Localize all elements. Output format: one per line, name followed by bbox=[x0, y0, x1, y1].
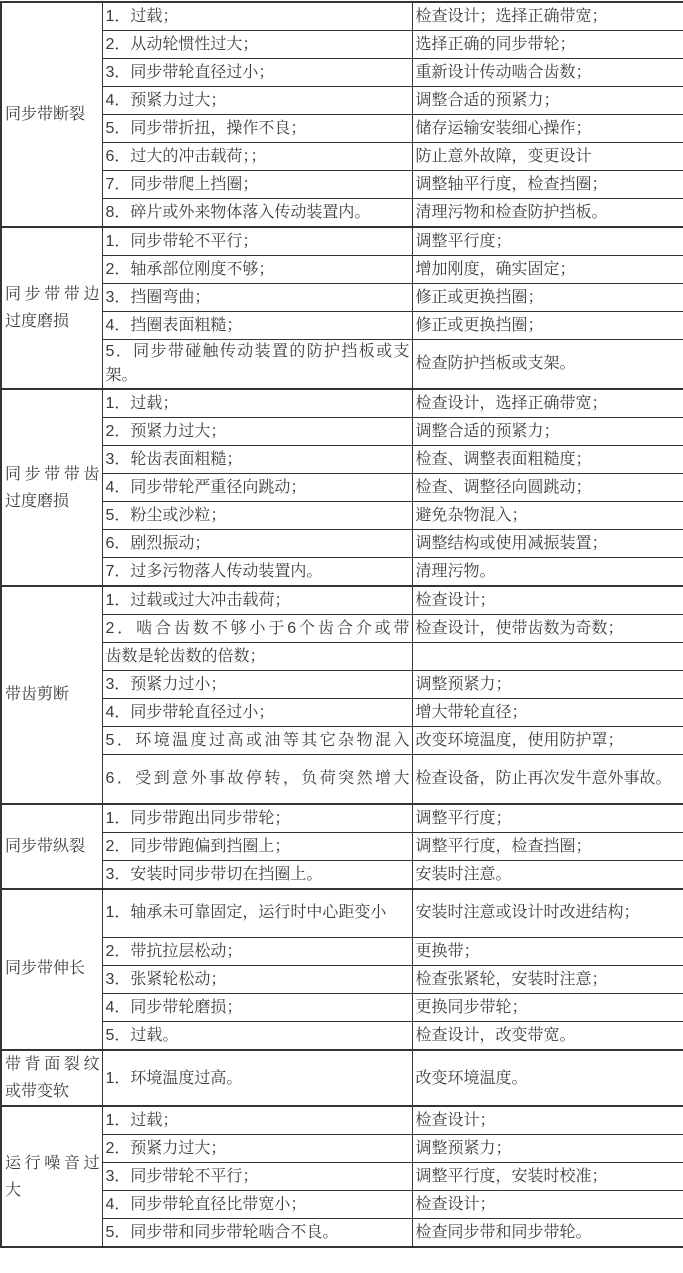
table-row bbox=[1, 804, 683, 833]
table-row bbox=[1, 340, 683, 390]
cause-cell: 1．过载； bbox=[102, 1106, 412, 1135]
remedy-cell: 检查设计，选择正确带宽； bbox=[412, 389, 683, 418]
table-row bbox=[1, 530, 683, 558]
table-row bbox=[1, 2, 683, 31]
fault-mode-cell: 运行噪音过大 bbox=[1, 1106, 102, 1247]
cause-cell: 2．同步带跑偏到挡圈上； bbox=[102, 832, 412, 860]
remedy-cell: 检查设计； bbox=[412, 1106, 683, 1135]
remedy-cell: 调整平行度，检查挡圈； bbox=[412, 832, 683, 860]
cause-cell: 2．啮合齿数不够小于6个齿合介或带 bbox=[102, 615, 412, 643]
table-row bbox=[1, 31, 683, 59]
table-row bbox=[1, 558, 683, 587]
remedy-cell bbox=[412, 643, 683, 671]
cause-cell: 1．环境温度过高。 bbox=[102, 1050, 412, 1106]
remedy-cell: 检查同步带和同步带轮。 bbox=[412, 1219, 683, 1248]
table-row bbox=[1, 938, 683, 966]
cause-cell: 5．同步带和同步带轮啮合不良。 bbox=[102, 1219, 412, 1248]
remedy-cell: 调整合适的预紧力； bbox=[412, 418, 683, 446]
cause-cell: 1．轴承未可靠固定，运行时中心距变小 bbox=[102, 889, 412, 938]
cause-cell: 1．同步带跑出同步带轮； bbox=[102, 804, 412, 833]
cause-cell: 3．同步带轮不平行； bbox=[102, 1163, 412, 1191]
cause-cell: 5．粉尘或沙粒； bbox=[102, 502, 412, 530]
cause-cell: 4．同步带轮磨损； bbox=[102, 994, 412, 1022]
remedy-cell: 调整平行度； bbox=[412, 804, 683, 833]
remedy-cell: 储存运输安装细心操作； bbox=[412, 115, 683, 143]
remedy-cell: 检查张紧轮，安装时注意； bbox=[412, 966, 683, 994]
table-row bbox=[1, 586, 683, 615]
table-row bbox=[1, 699, 683, 727]
table-row bbox=[1, 227, 683, 256]
remedy-cell: 检查防护挡板或支架。 bbox=[412, 340, 683, 390]
remedy-cell: 清理污物和检查防护挡板。 bbox=[412, 199, 683, 228]
cause-cell: 7．过多污物落人传动装置内。 bbox=[102, 558, 412, 587]
table-row bbox=[1, 1219, 683, 1248]
remedy-cell: 调整结构或使用减振装置； bbox=[412, 530, 683, 558]
table-row bbox=[1, 643, 683, 671]
table-row bbox=[1, 502, 683, 530]
remedy-cell: 安装时注意或设计时改进结构； bbox=[412, 889, 683, 938]
cause-cell: 2．从动轮惯性过大； bbox=[102, 31, 412, 59]
belt-fault-table bbox=[0, 1, 683, 1248]
table-row bbox=[1, 994, 683, 1022]
table-row bbox=[1, 284, 683, 312]
remedy-cell: 防止意外故障，变更设计 bbox=[412, 143, 683, 171]
remedy-cell: 修正或更换挡圈； bbox=[412, 284, 683, 312]
table-row bbox=[1, 87, 683, 115]
cause-cell: 3．安装时同步带切在挡圈上。 bbox=[102, 860, 412, 889]
cause-cell: 3．预紧力过小； bbox=[102, 671, 412, 699]
table-row bbox=[1, 115, 683, 143]
cause-cell: 4．同步带轮直径过小； bbox=[102, 699, 412, 727]
table-row bbox=[1, 1022, 683, 1051]
cause-cell: 1．过载； bbox=[102, 389, 412, 418]
cause-cell: 5．环境温度过高或油等其它杂物混入 bbox=[102, 727, 412, 755]
remedy-cell: 改变环境温度，使用防护罩； bbox=[412, 727, 683, 755]
table-row bbox=[1, 59, 683, 87]
table-row bbox=[1, 615, 683, 643]
remedy-cell: 检查设计；选择正确带宽； bbox=[412, 2, 683, 31]
cause-cell: 齿数是轮齿数的倍数； bbox=[102, 643, 412, 671]
cause-cell: 1．过载或过大冲击载荷； bbox=[102, 586, 412, 615]
fault-mode-cell: 同步带带齿过度磨损 bbox=[1, 389, 102, 586]
table-row bbox=[1, 1106, 683, 1135]
table-row bbox=[1, 446, 683, 474]
remedy-cell: 调整预紧力； bbox=[412, 671, 683, 699]
cause-cell: 1．过载； bbox=[102, 2, 412, 31]
cause-cell: 3．轮齿表面粗糙； bbox=[102, 446, 412, 474]
cause-cell: 6．过大的冲击载荷；； bbox=[102, 143, 412, 171]
cause-cell: 2．带抗拉层松动； bbox=[102, 938, 412, 966]
fault-mode-cell: 同步带伸长 bbox=[1, 889, 102, 1051]
remedy-cell: 调整预紧力； bbox=[412, 1135, 683, 1163]
remedy-cell: 调整平行度，安装时校准； bbox=[412, 1163, 683, 1191]
remedy-cell: 调整平行度； bbox=[412, 227, 683, 256]
cause-cell: 1．同步带轮不平行； bbox=[102, 227, 412, 256]
fault-mode-cell: 同步带带边过度磨损 bbox=[1, 227, 102, 389]
remedy-cell: 避免杂物混入； bbox=[412, 502, 683, 530]
cause-cell: 2．轴承部位刚度不够； bbox=[102, 256, 412, 284]
table-row bbox=[1, 832, 683, 860]
remedy-cell: 检查、调整表面粗糙度； bbox=[412, 446, 683, 474]
cause-cell: 4．挡圈表面粗糙； bbox=[102, 312, 412, 340]
remedy-cell: 检查设计； bbox=[412, 1191, 683, 1219]
table-row bbox=[1, 256, 683, 284]
remedy-cell: 清理污物。 bbox=[412, 558, 683, 587]
table-row bbox=[1, 727, 683, 755]
cause-cell: 6．受到意外事故停转，负荷突然增大 bbox=[102, 755, 412, 804]
remedy-cell: 更换同步带轮； bbox=[412, 994, 683, 1022]
remedy-cell: 检查设计，使带齿数为奇数； bbox=[412, 615, 683, 643]
cause-cell: 2．预紧力过大； bbox=[102, 418, 412, 446]
cause-cell: 8．碎片或外来物体落入传动装置内。 bbox=[102, 199, 412, 228]
remedy-cell: 检查设计； bbox=[412, 586, 683, 615]
cause-cell: 5．过载。 bbox=[102, 1022, 412, 1051]
table-row bbox=[1, 671, 683, 699]
remedy-cell: 修正或更换挡圈； bbox=[412, 312, 683, 340]
remedy-cell: 检查设备，防止再次发牛意外事故。 bbox=[412, 755, 683, 804]
fault-mode-cell: 同步带断裂 bbox=[1, 2, 102, 227]
cause-cell: 5．同步带碰触传动装置的防护挡板或支架。 bbox=[102, 340, 412, 390]
remedy-cell: 更换带； bbox=[412, 938, 683, 966]
cause-cell: 5．同步带折扭，操作不良； bbox=[102, 115, 412, 143]
remedy-cell: 改变环境温度。 bbox=[412, 1050, 683, 1106]
table-row bbox=[1, 889, 683, 938]
cause-cell: 2．预紧力过大； bbox=[102, 1135, 412, 1163]
fault-table-body bbox=[1, 2, 683, 1247]
remedy-cell: 检查设计，改变带宽。 bbox=[412, 1022, 683, 1051]
remedy-cell: 选择正确的同步带轮； bbox=[412, 31, 683, 59]
cause-cell: 4．同步带轮严重径向跳动； bbox=[102, 474, 412, 502]
fault-mode-cell: 同步带纵裂 bbox=[1, 804, 102, 889]
remedy-cell: 重新设计传动啮合齿数； bbox=[412, 59, 683, 87]
cause-cell: 4．同步带轮直径比带宽小； bbox=[102, 1191, 412, 1219]
cause-cell: 4．预紧力过大； bbox=[102, 87, 412, 115]
remedy-cell: 增大带轮直径； bbox=[412, 699, 683, 727]
remedy-cell: 调整合适的预紧力； bbox=[412, 87, 683, 115]
cause-cell: 7．同步带爬上挡圈； bbox=[102, 171, 412, 199]
cause-cell: 3．同步带轮直径过小； bbox=[102, 59, 412, 87]
table-row bbox=[1, 1050, 683, 1106]
table-row bbox=[1, 312, 683, 340]
table-row bbox=[1, 1163, 683, 1191]
table-row bbox=[1, 1135, 683, 1163]
cause-cell: 3．挡圈弯曲； bbox=[102, 284, 412, 312]
table-row bbox=[1, 143, 683, 171]
table-row bbox=[1, 1191, 683, 1219]
table-row bbox=[1, 199, 683, 228]
table-row bbox=[1, 171, 683, 199]
cause-cell: 3．张紧轮松动； bbox=[102, 966, 412, 994]
table-row bbox=[1, 755, 683, 804]
remedy-cell: 增加刚度，确实固定； bbox=[412, 256, 683, 284]
table-row bbox=[1, 389, 683, 418]
remedy-cell: 调整轴平行度，检查挡圈； bbox=[412, 171, 683, 199]
remedy-cell: 检查、调整径向圆跳动； bbox=[412, 474, 683, 502]
table-row bbox=[1, 966, 683, 994]
fault-mode-cell: 带齿剪断 bbox=[1, 586, 102, 804]
fault-mode-cell: 带背面裂纹或带变软 bbox=[1, 1050, 102, 1106]
table-row bbox=[1, 860, 683, 889]
table-row bbox=[1, 418, 683, 446]
remedy-cell: 安装时注意。 bbox=[412, 860, 683, 889]
cause-cell: 6．剧烈振动； bbox=[102, 530, 412, 558]
table-row bbox=[1, 474, 683, 502]
